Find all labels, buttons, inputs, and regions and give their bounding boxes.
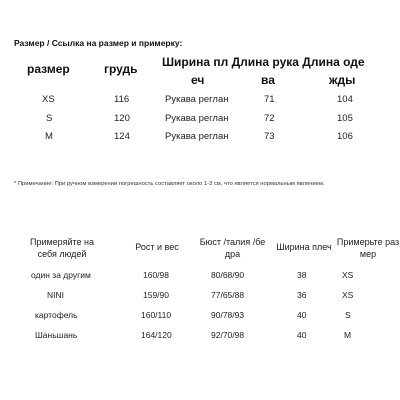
table-cell: 105: [337, 113, 353, 124]
table-cell: 72: [264, 113, 275, 124]
header-shoulder-width: Ширина плеч: [276, 242, 332, 252]
header-sleeve-cont: ва: [261, 73, 275, 87]
measurement-note: * Примечание: При ручном измерении погрешность составляет около 1-3 см, что является нормальным явлением.: [14, 181, 325, 187]
table-cell: 106: [337, 131, 353, 142]
header-shoulder-sleeve-length: Ширина пл Длина рука Длина оде: [162, 55, 365, 69]
table-cell: S: [345, 310, 351, 320]
header-shoulder-cont: еч: [191, 73, 205, 87]
table-cell: Рукава реглан: [165, 131, 229, 142]
table-cell: 92/70/98: [211, 330, 245, 340]
table-cell: 104: [337, 94, 353, 105]
table-cell: M: [45, 131, 53, 142]
table-cell: M: [344, 330, 352, 340]
table-cell: Шаньшань: [35, 330, 78, 340]
table-cell: XS: [42, 94, 55, 105]
table-cell: 120: [114, 113, 130, 124]
header-try-on-people: Примеряйте на себя людей: [29, 237, 94, 259]
table-cell: 77/65/88: [211, 290, 245, 300]
table-cell: 36: [297, 290, 307, 300]
table-cell: 159/90: [143, 290, 169, 300]
header-size: размер: [27, 62, 70, 76]
table-cell: Рукава реглан: [165, 94, 229, 105]
header-try-size: Примерьте раз мер: [336, 237, 400, 259]
table-cell: 80/68/90: [211, 270, 245, 280]
table-cell: 71: [264, 94, 275, 105]
table-cell: 160/98: [143, 270, 169, 280]
table-cell: 73: [264, 131, 275, 142]
table-cell: 164/120: [141, 330, 172, 340]
header-length-cont: жды: [329, 73, 356, 87]
table-cell: XS: [342, 290, 354, 300]
header-bust-waist-hips: Бюст /талия /бе дра: [199, 237, 266, 259]
table-cell: XS: [342, 270, 354, 280]
table-cell: 38: [297, 270, 307, 280]
table-cell: один за другим: [31, 270, 91, 280]
table-cell: 160/110: [141, 310, 172, 320]
header-height-weight: Рост и вес: [135, 242, 179, 252]
table-cell: 40: [297, 330, 307, 340]
table-cell: S: [46, 113, 53, 124]
table-cell: NINI: [47, 290, 64, 300]
size-table: [0, 0, 400, 175]
table-cell: 90/78/93: [211, 310, 245, 320]
table-cell: 116: [114, 94, 130, 105]
table-cell: 40: [297, 310, 307, 320]
table-cell: Рукава реглан: [165, 113, 229, 124]
header-chest: грудь: [104, 62, 138, 76]
page-title: Размер / Ссылка на размер и примерку:: [14, 38, 183, 48]
table-cell: картофель: [35, 310, 78, 320]
table-cell: 124: [114, 131, 130, 142]
